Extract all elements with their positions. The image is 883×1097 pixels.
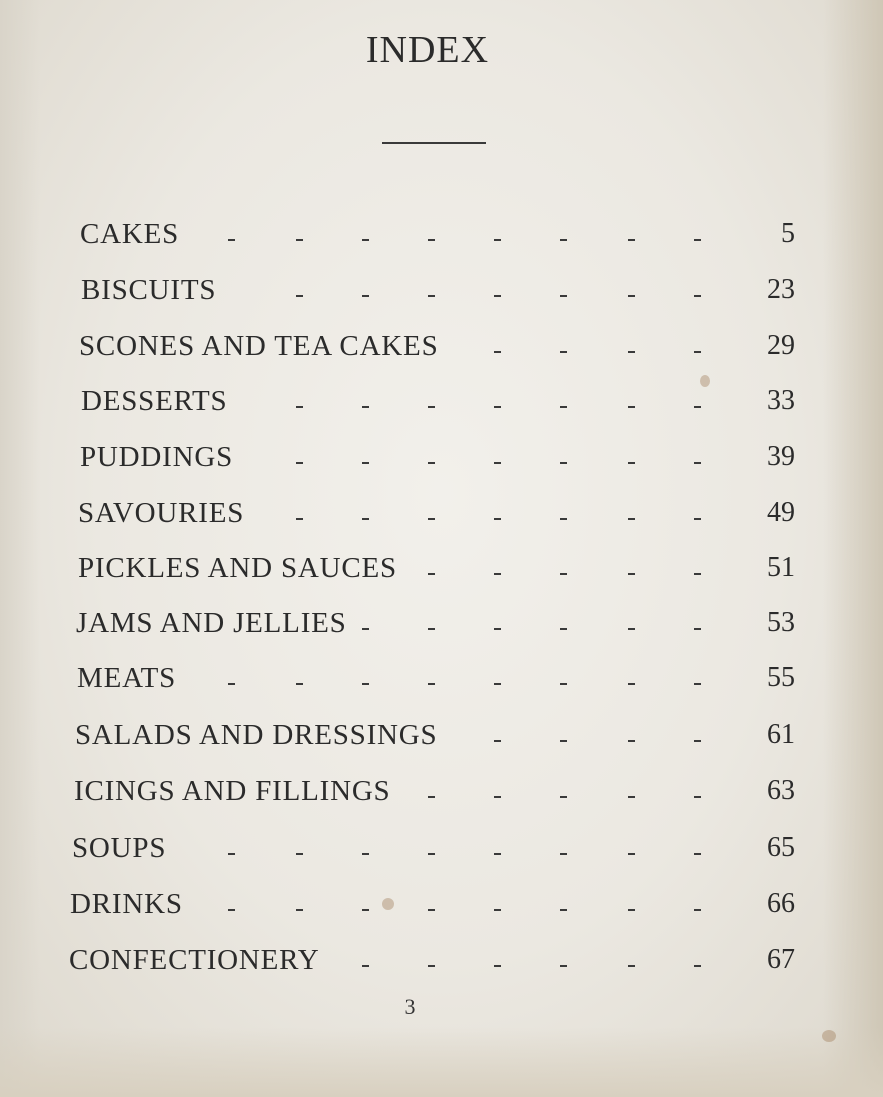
- leader-dot: [494, 518, 501, 520]
- leader-dot: [228, 683, 235, 685]
- index-entry-page: 39: [767, 441, 795, 472]
- leader-dot: [296, 295, 303, 297]
- leader-dot: [560, 740, 567, 742]
- leader-dot: [560, 796, 567, 798]
- leader-dot: [628, 462, 635, 464]
- leader-dot: [560, 965, 567, 967]
- leader-dot: [694, 796, 701, 798]
- index-entry-label: SCONES AND TEA CAKES: [79, 330, 439, 362]
- leader-dot: [694, 628, 701, 630]
- index-entry: [0, 944, 883, 984]
- leader-dot: [628, 351, 635, 353]
- leader-dot: [628, 239, 635, 241]
- index-entry: [0, 330, 883, 370]
- leader-dot: [560, 628, 567, 630]
- index-entry: [0, 662, 883, 702]
- index-entry-label: BISCUITS: [81, 274, 217, 306]
- index-entry-label: PUDDINGS: [80, 441, 234, 473]
- page-number: 3: [404, 994, 416, 1019]
- leader-dot: [296, 406, 303, 408]
- leader-dot: [362, 406, 369, 408]
- leader-dot: [628, 406, 635, 408]
- leader-dot: [362, 628, 369, 630]
- page-edge-shadow-left: [0, 0, 40, 1097]
- index-entry-label: CONFECTIONERY: [69, 944, 320, 976]
- page-edge-shadow-bottom: [0, 1027, 883, 1097]
- leader-dot: [694, 518, 701, 520]
- leader-dot: [428, 909, 435, 911]
- foxing-spot: [822, 1030, 836, 1042]
- leader-dot: [428, 295, 435, 297]
- index-entry: [0, 719, 883, 759]
- index-entry-label: CAKES: [80, 218, 180, 250]
- leader-dot: [362, 462, 369, 464]
- index-entry-page: 49: [767, 497, 795, 528]
- index-entry: [0, 775, 883, 815]
- leader-dot: [494, 295, 501, 297]
- index-entry: [0, 888, 883, 928]
- leader-dot: [428, 853, 435, 855]
- leader-dot: [694, 853, 701, 855]
- leader-dot: [494, 853, 501, 855]
- leader-dot: [362, 909, 369, 911]
- leader-dot: [628, 909, 635, 911]
- leader-dot: [428, 239, 435, 241]
- leader-dot: [428, 406, 435, 408]
- leader-dot: [494, 406, 501, 408]
- leader-dot: [628, 295, 635, 297]
- leader-dot: [694, 573, 701, 575]
- leader-dot: [428, 518, 435, 520]
- leader-dot: [694, 740, 701, 742]
- index-entry-page: 5: [781, 218, 795, 249]
- leader-dot: [694, 351, 701, 353]
- index-entry-label: JAMS AND JELLIES: [76, 607, 347, 639]
- leader-dot: [560, 406, 567, 408]
- leader-dot: [628, 853, 635, 855]
- leader-dot: [296, 462, 303, 464]
- leader-dot: [228, 239, 235, 241]
- index-entry-page: 29: [767, 330, 795, 361]
- index-entry-page: 33: [767, 385, 795, 416]
- leader-dot: [494, 573, 501, 575]
- leader-dot: [362, 965, 369, 967]
- index-entry-page: 55: [767, 662, 795, 693]
- index-entry-page: 66: [767, 888, 795, 919]
- index-entry-page: 61: [767, 719, 795, 750]
- index-entry: [0, 497, 883, 537]
- leader-dot: [494, 351, 501, 353]
- leader-dot: [694, 683, 701, 685]
- leader-dot: [494, 965, 501, 967]
- leader-dot: [494, 683, 501, 685]
- leader-dot: [428, 965, 435, 967]
- leader-dot: [494, 796, 501, 798]
- leader-dot: [362, 683, 369, 685]
- leader-dot: [628, 740, 635, 742]
- leader-dot: [494, 740, 501, 742]
- leader-dot: [428, 462, 435, 464]
- leader-dot: [560, 295, 567, 297]
- index-entry-label: PICKLES AND SAUCES: [78, 552, 397, 584]
- leader-dot: [296, 853, 303, 855]
- leader-dot: [694, 462, 701, 464]
- leader-dot: [362, 239, 369, 241]
- leader-dot: [694, 239, 701, 241]
- leader-dot: [296, 683, 303, 685]
- leader-dot: [296, 909, 303, 911]
- leader-dot: [296, 239, 303, 241]
- index-entry: [0, 607, 883, 647]
- leader-dot: [560, 462, 567, 464]
- index-entry: [0, 441, 883, 481]
- index-entry-label: MEATS: [77, 662, 177, 694]
- index-entry-page: 51: [767, 552, 795, 583]
- leader-dot: [694, 406, 701, 408]
- index-entry-label: DRINKS: [70, 888, 183, 920]
- title-rule: [382, 142, 486, 144]
- leader-dot: [296, 518, 303, 520]
- page-edge-shadow-right: [823, 0, 883, 1097]
- index-entry: [0, 832, 883, 872]
- leader-dot: [694, 909, 701, 911]
- leader-dot: [362, 295, 369, 297]
- index-entry-page: 65: [767, 832, 795, 863]
- leader-dot: [560, 909, 567, 911]
- index-entry-label: ICINGS AND FILLINGS: [74, 775, 391, 807]
- index-entry: [0, 552, 883, 592]
- index-entry-page: 53: [767, 607, 795, 638]
- leader-dot: [628, 965, 635, 967]
- leader-dot: [694, 295, 701, 297]
- leader-dot: [560, 239, 567, 241]
- index-entry-page: 23: [767, 274, 795, 305]
- index-entry-page: 67: [767, 944, 795, 975]
- leader-dot: [494, 909, 501, 911]
- index-entry: [0, 218, 883, 258]
- leader-dot: [428, 573, 435, 575]
- index-entry-label: SOUPS: [72, 832, 167, 864]
- leader-dot: [628, 518, 635, 520]
- page-title: INDEX: [365, 29, 490, 71]
- leader-dot: [494, 628, 501, 630]
- leader-dot: [494, 462, 501, 464]
- leader-dot: [560, 351, 567, 353]
- leader-dot: [494, 239, 501, 241]
- leader-dot: [628, 796, 635, 798]
- leader-dot: [428, 628, 435, 630]
- leader-dot: [362, 853, 369, 855]
- leader-dot: [628, 683, 635, 685]
- leader-dot: [628, 573, 635, 575]
- leader-dot: [694, 965, 701, 967]
- leader-dot: [428, 683, 435, 685]
- leader-dot: [428, 796, 435, 798]
- leader-dot: [560, 683, 567, 685]
- leader-dot: [628, 628, 635, 630]
- leader-dot: [228, 853, 235, 855]
- index-entry-label: SALADS AND DRESSINGS: [75, 719, 438, 751]
- leader-dot: [228, 909, 235, 911]
- index-entry-label: DESSERTS: [81, 385, 228, 417]
- index-entry-page: 63: [767, 775, 795, 806]
- leader-dot: [560, 518, 567, 520]
- index-entry-label: SAVOURIES: [78, 497, 245, 529]
- leader-dot: [560, 853, 567, 855]
- leader-dot: [362, 518, 369, 520]
- index-entry: [0, 385, 883, 425]
- leader-dot: [560, 573, 567, 575]
- index-entry: [0, 274, 883, 314]
